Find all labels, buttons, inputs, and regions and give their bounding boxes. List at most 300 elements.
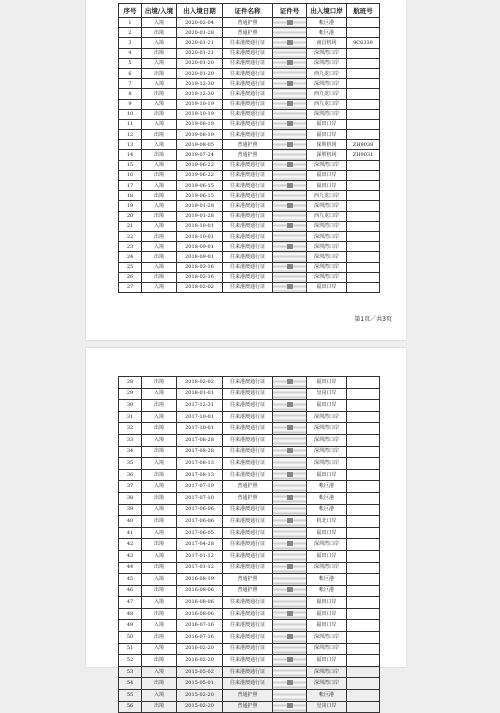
cell-port: 福田口岸	[307, 597, 347, 609]
cell-date: 2018-10-01	[177, 231, 223, 241]
redaction-mark	[287, 518, 293, 523]
cell-direction: 入境	[142, 388, 177, 400]
cell-direction: 出境	[142, 632, 177, 644]
redacted-document-number	[273, 690, 307, 702]
cell-port: 福田口岸	[307, 550, 347, 562]
cell-flight	[347, 608, 380, 620]
cell-date: 2019-01-28	[177, 201, 223, 211]
cell-flight	[347, 504, 380, 516]
table-row	[119, 585, 380, 597]
redacted-document-number	[273, 655, 307, 667]
table-row	[119, 170, 380, 180]
cell-document-type: 往来港澳通行证	[223, 68, 273, 78]
travel-records-table-page-1	[118, 3, 380, 293]
cell-index: 6	[119, 68, 142, 78]
cell-port: 福田口岸	[307, 469, 347, 481]
table-row	[119, 643, 380, 655]
table-row	[119, 550, 380, 562]
cell-document-type: 往来港澳通行证	[223, 211, 273, 221]
cell-flight	[347, 492, 380, 504]
cell-direction: 入境	[142, 620, 177, 632]
table-row	[119, 99, 380, 109]
cell-flight	[347, 446, 380, 458]
cell-date: 2020-01-28	[177, 28, 223, 38]
cell-port: 帐巨港	[307, 492, 347, 504]
cell-date: 2018-09-01	[177, 242, 223, 252]
cell-document-type: 往来港澳通行证	[223, 272, 273, 282]
redaction-mark	[287, 611, 293, 616]
cell-document-type: 往来港澳通行证	[223, 400, 273, 412]
cell-port: 深圳湾口岸	[307, 562, 347, 574]
redaction-mark	[287, 183, 293, 188]
redacted-document-number	[273, 539, 307, 551]
col-header-direction: 出境/入境	[142, 4, 177, 18]
redaction-mark	[287, 634, 293, 639]
redacted-document-number	[273, 89, 307, 99]
table-row	[119, 562, 380, 574]
cell-date: 2016-08-06	[177, 608, 223, 620]
redaction-mark	[287, 587, 293, 592]
cell-direction: 出境	[142, 109, 177, 119]
cell-document-type: 往来港澳通行证	[223, 58, 273, 68]
table-row	[119, 130, 380, 140]
cell-direction: 入境	[142, 221, 177, 231]
redacted-document-number	[273, 68, 307, 78]
redacted-document-number	[273, 150, 307, 160]
redaction-mark	[287, 81, 293, 86]
cell-index: 38	[119, 492, 142, 504]
cell-index: 55	[119, 690, 142, 702]
redaction-mark	[287, 448, 293, 453]
cell-flight	[347, 550, 380, 562]
cell-document-type: 往来港澳通行证	[223, 643, 273, 655]
cell-direction: 出境	[142, 562, 177, 574]
redacted-document-number	[273, 130, 307, 140]
redacted-document-number	[273, 527, 307, 539]
redaction-mark	[287, 402, 293, 407]
cell-port: 深圳机场	[307, 150, 347, 160]
cell-direction: 出境	[142, 252, 177, 262]
cell-document-type: 普通护照	[223, 28, 273, 38]
cell-document-type: 往来港澳通行证	[223, 655, 273, 667]
cell-flight	[347, 119, 380, 129]
cell-flight	[347, 701, 380, 713]
table-row	[119, 527, 380, 539]
cell-document-type: 往来港澳通行证	[223, 597, 273, 609]
page-footer: 第1页／共3页	[354, 316, 392, 323]
cell-flight	[347, 58, 380, 68]
cell-direction: 出境	[142, 469, 177, 481]
table-row	[119, 632, 380, 644]
cell-document-type: 往来港澳通行证	[223, 109, 273, 119]
cell-document-type: 往来港澳通行证	[223, 89, 273, 99]
cell-document-type: 普通护照	[223, 701, 273, 713]
cell-direction: 入境	[142, 504, 177, 516]
header-row	[119, 4, 380, 18]
redacted-document-number	[273, 585, 307, 597]
cell-direction: 出境	[142, 191, 177, 201]
cell-direction: 入境	[142, 18, 177, 28]
cell-index: 42	[119, 539, 142, 551]
redacted-document-number	[273, 181, 307, 191]
cell-date: 2016-07-16	[177, 620, 223, 632]
cell-index: 16	[119, 170, 142, 180]
redacted-document-number	[273, 666, 307, 678]
cell-flight	[347, 221, 380, 231]
document-page-2	[86, 348, 406, 710]
table-row	[119, 620, 380, 632]
cell-date: 2017-08-28	[177, 434, 223, 446]
cell-port: 深圳湾口岸	[307, 539, 347, 551]
cell-direction: 入境	[142, 458, 177, 470]
cell-date: 2016-02-20	[177, 655, 223, 667]
cell-port: 福田口岸	[307, 608, 347, 620]
cell-index: 50	[119, 632, 142, 644]
cell-index: 40	[119, 516, 142, 528]
cell-port: 西九龙口岸	[307, 89, 347, 99]
redacted-document-number	[273, 262, 307, 272]
redacted-document-number	[273, 191, 307, 201]
cell-direction: 入境	[142, 574, 177, 586]
redaction-mark	[287, 20, 293, 25]
cell-direction: 出境	[142, 130, 177, 140]
table-row	[119, 608, 380, 620]
cell-flight	[347, 262, 380, 272]
cell-document-type: 往来港澳通行证	[223, 119, 273, 129]
cell-date: 2015-05-02	[177, 666, 223, 678]
cell-index: 10	[119, 109, 142, 119]
cell-date: 2019-06-22	[177, 160, 223, 170]
cell-document-type: 往来港澳通行证	[223, 160, 273, 170]
table-row	[119, 539, 380, 551]
cell-date: 2017-08-28	[177, 446, 223, 458]
cell-direction: 入境	[142, 643, 177, 655]
cell-date: 2017-07-10	[177, 492, 223, 504]
cell-date: 2017-01-12	[177, 550, 223, 562]
redacted-document-number	[273, 481, 307, 493]
redaction-mark	[287, 121, 293, 126]
cell-direction: 入境	[142, 550, 177, 562]
cell-flight	[347, 574, 380, 586]
redacted-document-number	[273, 377, 307, 389]
table-row	[119, 469, 380, 481]
cell-port: 深圳湾口岸	[307, 79, 347, 89]
cell-index: 11	[119, 119, 142, 129]
cell-direction: 出境	[142, 608, 177, 620]
cell-direction: 出境	[142, 231, 177, 241]
cell-port: 福田口岸	[307, 170, 347, 180]
cell-date: 2016-08-06	[177, 585, 223, 597]
cell-direction: 出境	[142, 678, 177, 690]
cell-port: 深圳湾口岸	[307, 272, 347, 282]
document-page-1	[86, 0, 406, 340]
cell-index: 53	[119, 666, 142, 678]
redacted-document-number	[273, 434, 307, 446]
redacted-document-number	[273, 458, 307, 470]
redacted-document-number	[273, 574, 307, 586]
cell-date: 2018-02-02	[177, 282, 223, 292]
cell-direction: 入境	[142, 481, 177, 493]
redaction-mark	[287, 60, 293, 65]
cell-flight	[347, 388, 380, 400]
redacted-document-number	[273, 170, 307, 180]
cell-port: 福田口岸	[307, 119, 347, 129]
cell-direction: 入境	[142, 690, 177, 702]
cell-date: 2017-06-05	[177, 527, 223, 539]
table-row	[119, 701, 380, 713]
redaction-mark	[287, 703, 293, 708]
cell-flight	[347, 585, 380, 597]
cell-port: 福田口岸	[307, 377, 347, 389]
cell-index: 41	[119, 527, 142, 539]
cell-index: 48	[119, 608, 142, 620]
cell-direction: 出境	[142, 48, 177, 58]
col-header-document-type: 证件名称	[223, 4, 273, 18]
cell-port: 福田口岸	[307, 620, 347, 632]
cell-index: 33	[119, 434, 142, 446]
cell-port: 福田口岸	[307, 655, 347, 667]
cell-direction: 入境	[142, 434, 177, 446]
cell-date: 2019-08-05	[177, 140, 223, 150]
table-row	[119, 58, 380, 68]
cell-port: 帐巨港	[307, 690, 347, 702]
cell-flight	[347, 481, 380, 493]
cell-date: 2020-01-21	[177, 38, 223, 48]
cell-port: 深圳湾口岸	[307, 58, 347, 68]
redacted-document-number	[273, 469, 307, 481]
cell-flight	[347, 130, 380, 140]
cell-flight: ZH9038	[347, 140, 380, 150]
cell-port: 帐巨港	[307, 28, 347, 38]
cell-port: 深圳湾口岸	[307, 446, 347, 458]
table-row	[119, 388, 380, 400]
cell-index: 46	[119, 585, 142, 597]
redaction-mark	[287, 284, 293, 289]
cell-port: 西九龙口岸	[307, 191, 347, 201]
redacted-document-number	[273, 119, 307, 129]
cell-direction: 出境	[142, 492, 177, 504]
table-row	[119, 201, 380, 211]
cell-port: 深圳湾口岸	[307, 109, 347, 119]
cell-flight: 9C6339	[347, 38, 380, 48]
redacted-document-number	[273, 272, 307, 282]
table-row	[119, 377, 380, 389]
cell-index: 4	[119, 48, 142, 58]
cell-index: 44	[119, 562, 142, 574]
table-row	[119, 446, 380, 458]
cell-document-type: 往来港澳通行证	[223, 620, 273, 632]
cell-port: 深圳湾口岸	[307, 252, 347, 262]
redacted-document-number	[273, 701, 307, 713]
cell-date: 2019-10-19	[177, 109, 223, 119]
cell-direction: 入境	[142, 201, 177, 211]
redacted-document-number	[273, 140, 307, 150]
cell-document-type: 往来港澳通行证	[223, 632, 273, 644]
table-row	[119, 79, 380, 89]
cell-port: 深圳湾口岸	[307, 678, 347, 690]
cell-flight	[347, 632, 380, 644]
cell-flight	[347, 666, 380, 678]
cell-date: 2017-06-06	[177, 504, 223, 516]
cell-flight	[347, 109, 380, 119]
cell-document-type: 往来港澳通行证	[223, 504, 273, 516]
cell-flight	[347, 211, 380, 221]
cell-document-type: 往来港澳通行证	[223, 130, 273, 140]
redaction-mark	[287, 495, 293, 500]
cell-date: 2019-06-15	[177, 181, 223, 191]
cell-port: 深圳湾口岸	[307, 48, 347, 58]
cell-document-type: 往来港澳通行证	[223, 242, 273, 252]
cell-port: 深圳机场	[307, 140, 347, 150]
table-row	[119, 458, 380, 470]
cell-port: 皇岗口岸	[307, 701, 347, 713]
cell-direction: 出境	[142, 211, 177, 221]
cell-port: 西九龙口岸	[307, 68, 347, 78]
cell-document-type: 往来港澳通行证	[223, 252, 273, 262]
cell-flight	[347, 469, 380, 481]
table-row	[119, 109, 380, 119]
cell-date: 2019-12-30	[177, 79, 223, 89]
cell-date: 2019-08-19	[177, 119, 223, 129]
cell-direction: 出境	[142, 655, 177, 667]
table-row	[119, 68, 380, 78]
table-row	[119, 666, 380, 678]
cell-document-type: 普通护照	[223, 481, 273, 493]
cell-index: 12	[119, 130, 142, 140]
redacted-document-number	[273, 423, 307, 435]
cell-flight	[347, 562, 380, 574]
table-row	[119, 678, 380, 690]
cell-flight	[347, 28, 380, 38]
cell-document-type: 往来港澳通行证	[223, 231, 273, 241]
table-row	[119, 48, 380, 58]
cell-index: 20	[119, 211, 142, 221]
cell-document-type: 往来港澳通行证	[223, 79, 273, 89]
cell-direction: 入境	[142, 282, 177, 292]
cell-flight	[347, 434, 380, 446]
cell-index: 14	[119, 150, 142, 160]
cell-port: 深圳湾口岸	[307, 242, 347, 252]
table-row	[119, 411, 380, 423]
cell-port: 深圳湾口岸	[307, 201, 347, 211]
redaction-mark	[287, 142, 293, 147]
cell-port: 深圳湾口岸	[307, 411, 347, 423]
cell-date: 2020-01-21	[177, 48, 223, 58]
redacted-document-number	[273, 58, 307, 68]
cell-direction: 出境	[142, 701, 177, 713]
redacted-document-number	[273, 597, 307, 609]
table-row	[119, 272, 380, 282]
cell-index: 8	[119, 89, 142, 99]
table-row	[119, 516, 380, 528]
cell-flight	[347, 99, 380, 109]
table-row	[119, 574, 380, 586]
cell-index: 2	[119, 28, 142, 38]
cell-document-type: 往来港澳通行证	[223, 434, 273, 446]
cell-port: 深圳湾口岸	[307, 458, 347, 470]
cell-index: 27	[119, 282, 142, 292]
cell-date: 2018-03-16	[177, 262, 223, 272]
redacted-document-number	[273, 18, 307, 28]
col-header-document-number: 证件号	[273, 4, 307, 18]
cell-flight	[347, 282, 380, 292]
redacted-document-number	[273, 79, 307, 89]
cell-document-type: 往来港澳通行证	[223, 469, 273, 481]
redaction-mark	[287, 541, 293, 546]
cell-document-type: 普通护照	[223, 140, 273, 150]
cell-index: 39	[119, 504, 142, 516]
cell-document-type: 往来港澳通行证	[223, 170, 273, 180]
cell-index: 29	[119, 388, 142, 400]
table-row	[119, 481, 380, 493]
redacted-document-number	[273, 252, 307, 262]
redacted-document-number	[273, 550, 307, 562]
col-header-date: 出入境日期	[177, 4, 223, 18]
cell-port: 西九龙口岸	[307, 99, 347, 109]
cell-flight	[347, 516, 380, 528]
redaction-mark	[287, 680, 293, 685]
cell-direction: 出境	[142, 89, 177, 99]
cell-document-type: 普通护照	[223, 585, 273, 597]
cell-date: 2019-01-28	[177, 211, 223, 221]
cell-date: 2017-08-13	[177, 469, 223, 481]
redacted-document-number	[273, 632, 307, 644]
cell-flight	[347, 48, 380, 58]
cell-port: 深圳湾口岸	[307, 643, 347, 655]
table-row	[119, 242, 380, 252]
cell-flight	[347, 539, 380, 551]
cell-direction: 出境	[142, 68, 177, 78]
cell-document-type: 往来港澳通行证	[223, 221, 273, 231]
redacted-document-number	[273, 211, 307, 221]
cell-flight	[347, 170, 380, 180]
col-header-index: 序号	[119, 4, 142, 18]
redacted-document-number	[273, 38, 307, 48]
cell-direction: 入境	[142, 58, 177, 68]
table-row	[119, 18, 380, 28]
cell-direction: 入境	[142, 181, 177, 191]
cell-date: 2020-02-04	[177, 18, 223, 28]
cell-index: 35	[119, 458, 142, 470]
cell-document-type: 往来港澳通行证	[223, 377, 273, 389]
cell-port: 福田口岸	[307, 400, 347, 412]
redaction-mark	[287, 244, 293, 249]
cell-index: 17	[119, 181, 142, 191]
table-row	[119, 262, 380, 272]
cell-direction: 入境	[142, 119, 177, 129]
cell-date: 2017-10-01	[177, 423, 223, 435]
cell-flight	[347, 655, 380, 667]
cell-port: 福田口岸	[307, 282, 347, 292]
redaction-mark	[287, 203, 293, 208]
table-row	[119, 221, 380, 231]
cell-flight	[347, 68, 380, 78]
cell-date: 2018-10-01	[177, 221, 223, 231]
redaction-mark	[287, 379, 293, 384]
cell-index: 56	[119, 701, 142, 713]
cell-document-type: 往来港澳通行证	[223, 201, 273, 211]
cell-flight	[347, 597, 380, 609]
cell-port: 深圳湾口岸	[307, 666, 347, 678]
cell-port: 帐巨港	[307, 504, 347, 516]
cell-document-type: 往来港澳通行证	[223, 458, 273, 470]
cell-document-type: 往来港澳通行证	[223, 181, 273, 191]
cell-flight	[347, 411, 380, 423]
redaction-mark	[287, 472, 293, 477]
cell-port: 深圳湾口岸	[307, 231, 347, 241]
cell-index: 25	[119, 262, 142, 272]
cell-index: 24	[119, 252, 142, 262]
